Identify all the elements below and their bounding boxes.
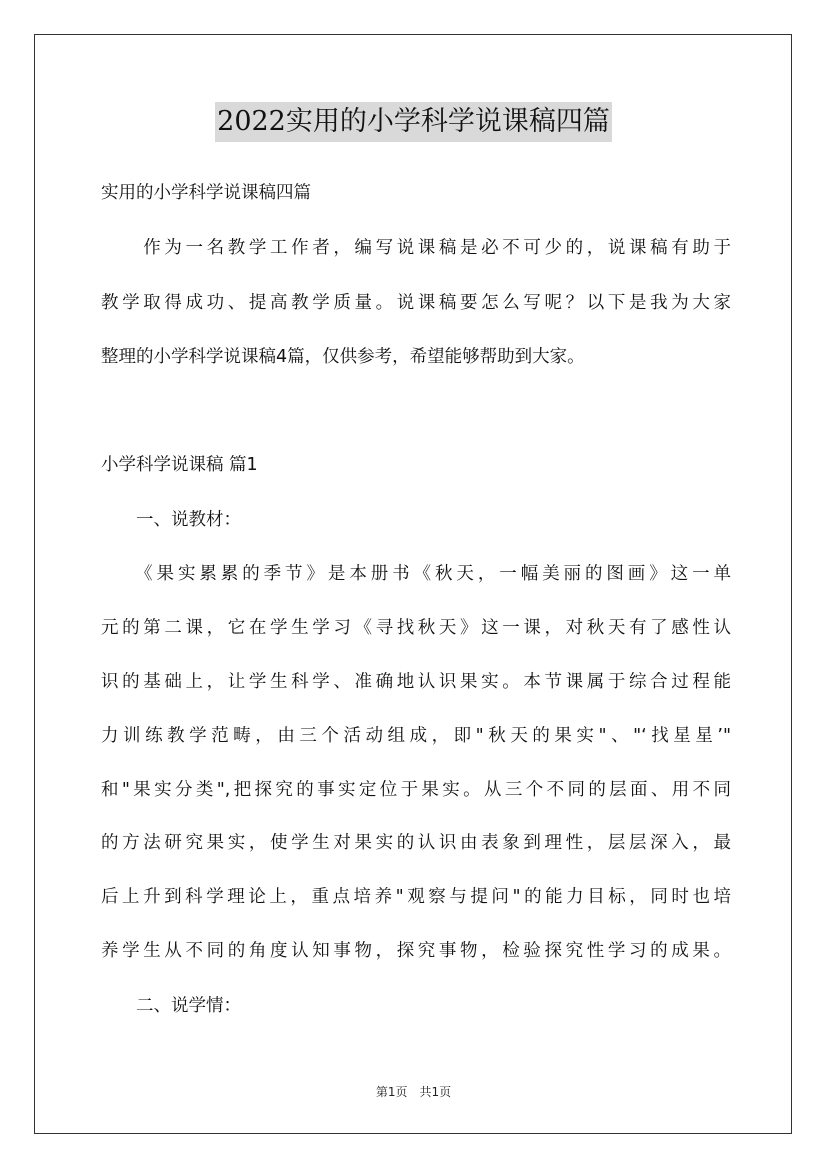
- intro-line-2: 教学取得成功、提高教学质量。说课稿要怎么写呢？以下是我为大家: [101, 293, 731, 313]
- intro-line-3: 整理的小学科学说课稿4篇，仅供参考，希望能够帮助到大家。: [101, 347, 585, 367]
- part1-line-5: 和"果实分类",把探究的事实定位于果实。从三个不同的层面、用不同: [101, 780, 731, 800]
- document-subtitle: 实用的小学科学说课稿四篇: [101, 183, 311, 203]
- part1-line-1: 《果实累累的季节》是本册书《秋天，一幅美丽的图画》这一单: [101, 564, 731, 584]
- part1-line-7: 后上升到科学理论上，重点培养"观察与提问"的能力目标，同时也培: [101, 887, 731, 907]
- document-title: [0, 102, 827, 142]
- page-footer: 第1页 共1页: [375, 1085, 452, 1099]
- document-title-text: 2022实用的小学科学说课稿四篇: [215, 102, 612, 142]
- section-heading: 小学科学说课稿 篇1: [101, 455, 258, 475]
- part1-line-2: 元的第二课，它在学生学习《寻找秋天》这一课，对秋天有了感性认: [101, 618, 731, 638]
- intro-line-1: 作为一名教学工作者，编写说课稿是必不可少的，说课稿有助于: [101, 238, 731, 258]
- part1-line-4: 力训练教学范畴，由三个活动组成，即"秋天的果实"、"‘找星星’": [101, 726, 731, 746]
- part1-line-8: 养学生从不同的角度认知事物，探究事物，检验探究性学习的成果。: [101, 941, 731, 961]
- part1-line-6: 的方法研究果实，使学生对果实的认识由表象到理性，层层深入，最: [101, 833, 731, 853]
- part2-heading: 二、说学情：: [101, 996, 241, 1016]
- part1-line-3: 识的基础上，让学生科学、准确地认识果实。本节课属于综合过程能: [101, 672, 731, 692]
- part1-heading: 一、说教材：: [101, 510, 241, 530]
